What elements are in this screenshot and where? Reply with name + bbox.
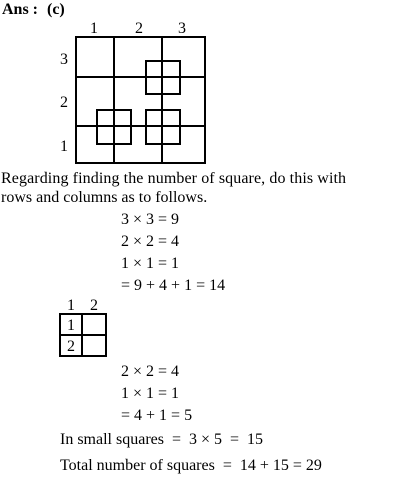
big-grid-col-label-3: 3 [178,20,186,37]
big-grid-row-label-3: 3 [60,51,68,68]
small-grid-row-label-2: 2 [67,338,75,355]
explanation-line-1: Regarding finding the number of square, do this with [1,170,347,187]
big-grid-lines [76,37,205,163]
inner-small-squares [97,61,180,144]
big-grid-row-label-2: 2 [60,94,68,111]
big-grid-col-label-2: 2 [135,20,143,37]
summary-total-squares: Total number of squares = 14 + 15 = 29 [60,457,322,474]
calc-small-line-1: 2 × 2 = 4 [121,363,180,380]
big-grid-col-label-1: 1 [90,20,98,37]
calc-small-line-2: 1 × 1 = 1 [121,385,180,402]
calc-small-line-3: = 4 + 1 = 5 [121,407,193,424]
small-grid-col-label-2: 2 [90,297,98,314]
calc-large-line-2: 2 × 2 = 4 [121,233,180,250]
small-grid-row-label-1: 1 [67,317,75,334]
answer-option: (c) [47,1,65,18]
answer-label: Ans : [2,1,39,18]
small-grid-col-label-1: 1 [67,297,75,314]
big-grid-outer-border [76,37,205,163]
explanation-line-2: rows and columns as to follows. [1,189,208,206]
calc-large-line-3: 1 × 1 = 1 [121,255,180,272]
calc-large-line-1: 3 × 3 = 9 [121,211,180,228]
calc-large-line-4: = 9 + 4 + 1 = 14 [121,277,226,294]
summary-small-squares: In small squares = 3 × 5 = 15 [60,431,264,448]
big-grid-row-label-1: 1 [60,138,68,155]
